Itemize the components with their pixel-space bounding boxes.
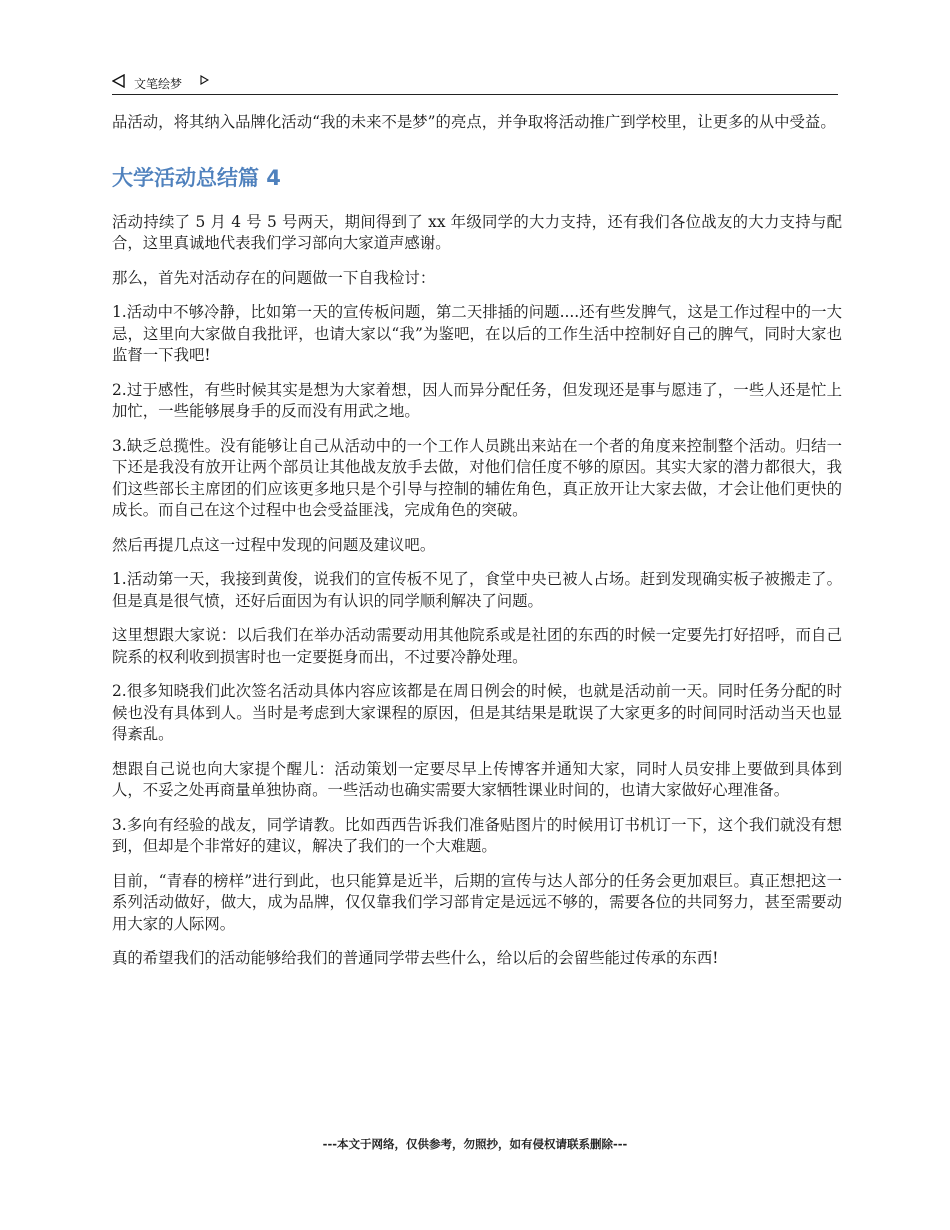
paragraph: 3.缺乏总揽性。没有能够让自己从活动中的一个工作人员跳出来站在一个者的角度来控制整个活动。归结一下还是我没有放开让两个部员让其他战友放手去做，对他们信任度不够的原因。其实大家的潜力都很大，我们这些部长主席团的们应该更多地只是个引导与控制的辅佐角色，真正放开让大家去做，才会让他们更快的成长。而自己在这个过程中也会受益匪浅，完成角色的突破。 [112, 436, 842, 519]
header-brand: 文笔绘梦 [134, 77, 183, 91]
paragraph: 活动持续了 5 月 4 号 5 号两天，期间得到了 xx 年级同学的大力支持，还有我们各位战友的大力支持与配合，这里真诚地代表我们学习部向大家道声感谢。 [112, 212, 842, 252]
section-heading: 大学活动总结篇 4 [112, 165, 281, 190]
page-header [112, 72, 838, 95]
lead-paragraph: 品活动，将其纳入品牌化活动“我的未来不是梦”的亮点，并争取将活动推广到学校里，让更多的从中受益。 [112, 113, 836, 131]
paragraph: 然后再提几点这一过程中发现的问题及建议吧。 [112, 535, 436, 554]
paragraph: 真的希望我们的活动能够给我们的普通同学带去些什么，给以后的会留些能过传承的东西! [112, 949, 719, 967]
paragraph: 目前，“青春的榜样”进行到此，也只能算是近半，后期的宣传与达人部分的任务会更加艰巨。真正想把这一系列活动做好，做大，成为品牌，仅仅靠我们学习部肯定是远远不够的，需要各位的共同努力，甚至需要动用大家的人际网。 [112, 871, 842, 933]
paragraph: 1.活动第一天，我接到黄俊，说我们的宣传板不见了，食堂中央已被人占场。赶到发现确实板子被搬走了。但是真是很气愤，还好后面因为有认识的同学顺利解决了问题。 [112, 570, 842, 610]
paragraph: 想跟自己说也向大家提个醒儿：活动策划一定要尽早上传博客并通知大家，同时人员安排上要做到具体到人，不妥之处再商量单独协商。一些活动也确实需要大家牺牲课业时间的，也请大家做好心理准备。 [112, 759, 842, 799]
paragraph: 2.过于感性，有些时候其实是想为大家着想，因人而异分配任务，但发现还是事与愿违了，一些人还是忙上加忙，一些能够展身手的反而没有用武之地。 [112, 380, 842, 420]
page-footer: ---本文于网络，仅供参考，勿照抄，如有侵权请联系删除--- [322, 1137, 628, 1151]
triangle-right-icon [200, 75, 209, 85]
triangle-left-icon [112, 74, 126, 88]
paragraph: 这里想跟大家说：以后我们在举办活动需要动用其他院系或是社团的东西的时候一定要先打好招呼，而自己院系的权利收到损害时也一定要挺身而出，不过要冷静处理。 [112, 626, 842, 666]
paragraph: 2.很多知晓我们此次签名活动具体内容应该都是在周日例会的时候，也就是活动前一天。同时任务分配的时候也没有具体到人。当时是考虑到大家课程的原因，但是其结果是耽误了大家更多的时间同时活动当天也显得紊乱。 [112, 682, 842, 743]
paragraph: 3.多向有经验的战友，同学请教。比如西西告诉我们准备贴图片的时候用订书机订一下，这个我们就没有想到，但却是个非常好的建议，解决了我们的一个大难题。 [112, 815, 842, 855]
document-body [112, 112, 842, 983]
paragraph: 那么，首先对活动存在的问题做一下自我检讨： [112, 268, 436, 287]
paragraph: 1.活动中不够冷静，比如第一天的宣传板问题，第二天排插的问题....还有些发脾气，这是工作过程中的一大忌，这里向大家做自我批评，也请大家以“我”为鉴吧，在以后的工作生活中控制好自己的脾气，同时大家也监督一下我吧! [112, 303, 842, 364]
